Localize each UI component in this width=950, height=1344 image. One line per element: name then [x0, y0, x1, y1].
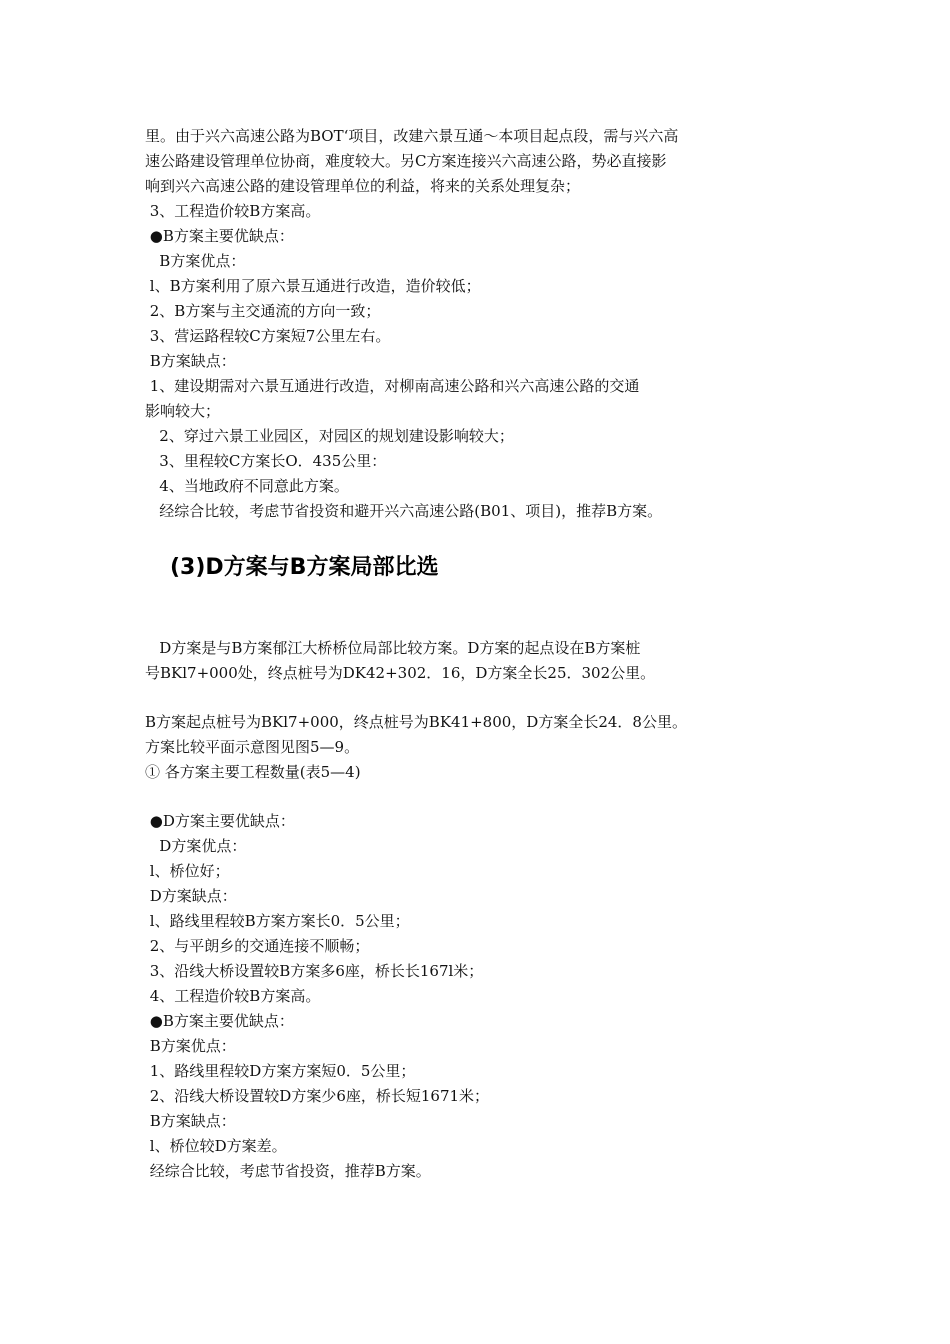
subheading: D方案优点：	[145, 837, 247, 855]
subheading: B方案优点：	[145, 1037, 236, 1055]
list-item: 3、里程较C方案长O．435公里：	[145, 452, 387, 470]
paragraph-line: 响到兴六高速公路的建设管理单位的利益，将来的关系处理复杂；	[145, 177, 581, 195]
list-item: l、桥位较D方案差。	[145, 1137, 287, 1155]
list-item: l、B方案利用了原六景互通进行改造，造价较低；	[145, 277, 481, 295]
list-item: 2、沿线大桥设置较D方案少6座，桥长短1671米；	[145, 1087, 490, 1105]
list-item: 1、建设期需对六景互通进行改造，对柳南高速公路和兴六高速公路的交通	[145, 377, 640, 395]
list-item: 2、与平朗乡的交通连接不顺畅；	[145, 937, 370, 955]
conclusion-line: 经综合比较，考虑节省投资和避开兴六高速公路(B01、项目)，推荐B方案。	[145, 502, 663, 520]
list-item: 2、穿过六景工业园区，对园区的规划建设影响较大；	[145, 427, 514, 445]
paragraph-line: 号BKl7+000处，终点桩号为DK42+302．16，D方案全长25．302公里。	[145, 664, 656, 682]
list-item-continuation: 影响较大；	[145, 402, 221, 420]
bullet-heading: ●B方案主要优缺点：	[145, 227, 294, 245]
subheading: D方案缺点：	[145, 887, 237, 905]
conclusion-line: 经综合比较，考虑节省投资，推荐B方案。	[145, 1162, 431, 1180]
list-item: 3、工程造价较B方案高。	[145, 202, 321, 220]
paragraph-line: B方案起点桩号为BKl7+000，终点桩号为BK41+800，D方案全长24．8公里。	[145, 713, 687, 731]
paragraph-line: 速公路建设管理单位协商，难度较大。另C方案连接兴六高速公路，势必直接影	[145, 152, 667, 170]
paragraph-line: 里。由于兴六高速公路为BOT‘项目，改建六景互通～本项目起点段，需与兴六高	[145, 127, 679, 145]
paragraph-line: 方案比较平面示意图见图5—9。	[145, 738, 360, 756]
list-item: 2、B方案与主交通流的方向一致；	[145, 302, 381, 320]
paragraph-line: D方案是与B方案郁江大桥桥位局部比较方案。D方案的起点设在B方案桩	[145, 639, 641, 657]
list-item: l、路线里程较B方案方案长0．5公里；	[145, 912, 410, 930]
list-item: 3、营运路程较C方案短7公里左右。	[145, 327, 391, 345]
bullet-heading: ●B方案主要优缺点：	[145, 1012, 294, 1030]
list-item: 3、沿线大桥设置较B方案多6座，桥长长167l米；	[145, 962, 484, 980]
list-item: 4、工程造价较B方案高。	[145, 987, 321, 1005]
list-item: 1、路线里程较D方案方案短0．5公里；	[145, 1062, 416, 1080]
bullet-heading: ●D方案主要优缺点：	[145, 812, 295, 830]
table-reference: ① 各方案主要工程数量(表5—4)	[145, 763, 361, 781]
list-item: 4、当地政府不同意此方案。	[145, 477, 349, 495]
subheading: B方案优点：	[145, 252, 246, 270]
subheading: B方案缺点：	[145, 1112, 236, 1130]
list-item: l、桥位好；	[145, 862, 230, 880]
section-heading: (3)D方案与B方案局部比选	[170, 555, 439, 580]
subheading: B方案缺点：	[145, 352, 236, 370]
